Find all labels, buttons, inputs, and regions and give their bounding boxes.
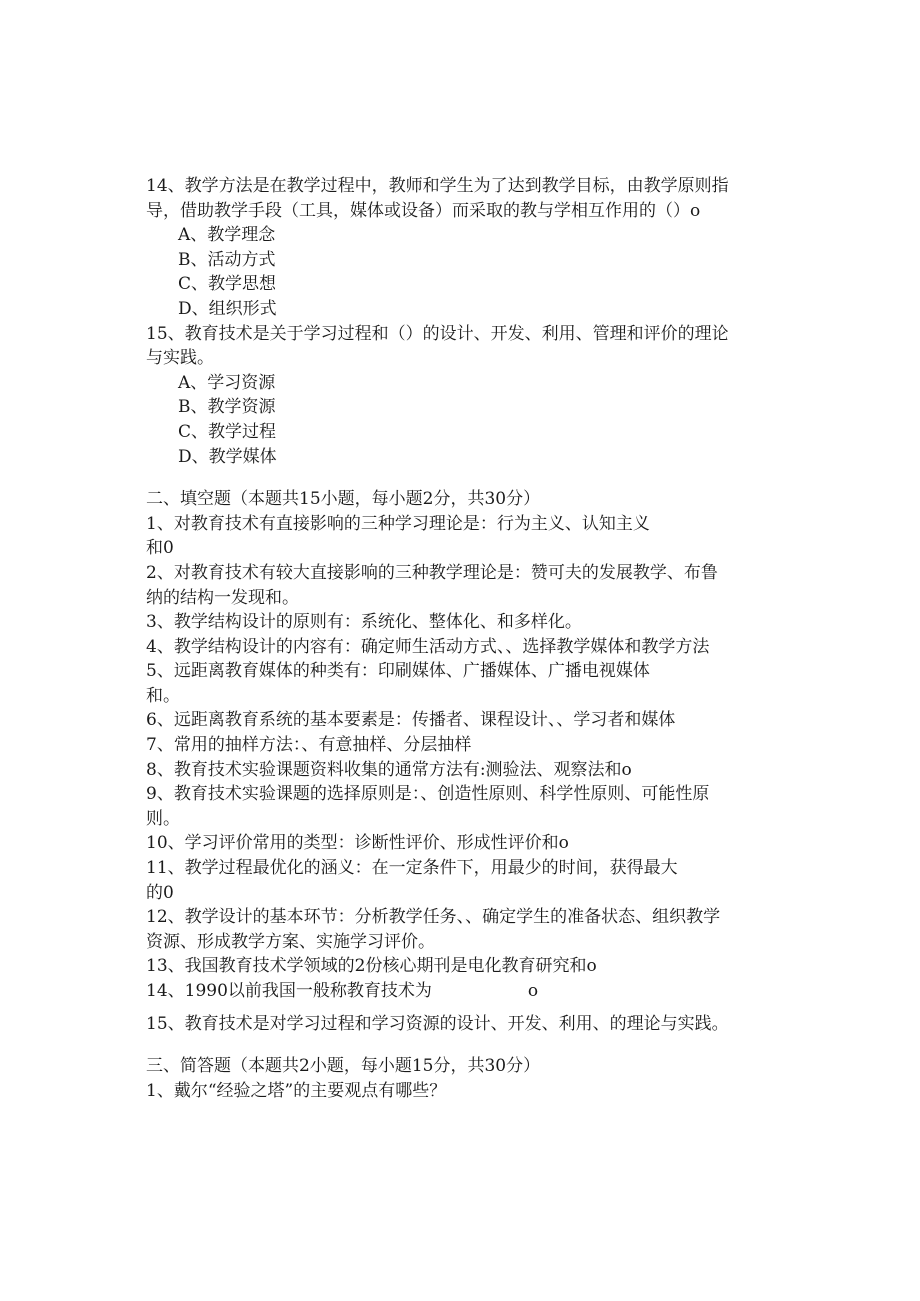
- fill-question-8: 8、教育技术实验课题资料收集的通常方法有:测验法、观察法和o: [146, 759, 632, 780]
- fill-question-9-cont: 则。: [146, 808, 180, 829]
- fill-question-11-cont: 的0: [146, 882, 174, 903]
- fill-question-15: 15、教育技术是对学习过程和学习资源的设计、开发、利用、的理论与实践。: [146, 1013, 729, 1034]
- fill-question-12: 12、教学设计的基本环节：分析教学任务、、确定学生的准备状态、组织教学: [146, 907, 721, 928]
- option-c: C、教学思想: [178, 274, 277, 295]
- spacer: [146, 469, 786, 487]
- fill-question-2: 2、对教育技术有较大直接影响的三种教学理论是：赞可夫的发展教学、布鲁: [146, 562, 718, 583]
- option-d: D、教学媒体: [178, 446, 277, 467]
- fill-question-11: 11、教学过程最优化的涵义：在一定条件下，用最少的时间，获得最大: [146, 858, 678, 879]
- fill-question-9: 9、教育技术实验课题的选择原则是：、创造性原则、科学性原则、可能性原: [146, 784, 710, 805]
- short-question-1: 1、戴尔“经验之塔”的主要观点有哪些？: [146, 1080, 447, 1101]
- option-a: A、教学理念: [178, 225, 276, 246]
- fill-question-1-cont: 和0: [146, 538, 174, 559]
- short-answer-section: [146, 1054, 786, 1103]
- fill-question-1: 1、对教育技术有直接影响的三种学习理论是：行为主义、认知主义: [146, 513, 650, 534]
- document-content: [146, 174, 786, 1103]
- fill-question-3: 3、教学结构设计的原则有：系统化、整体化、和多样化。: [146, 612, 582, 633]
- fill-question-2-cont: 纳的结构一发现和。: [146, 587, 299, 608]
- fill-question-6: 6、远距离教育系统的基本要素是：传播者、课程设计、、学习者和媒体: [146, 710, 676, 731]
- fill-question-12-cont: 资源、形成教学方案、实施学习评价。: [146, 931, 435, 952]
- fill-blank-section: [146, 487, 786, 1036]
- spacer: [146, 1036, 786, 1054]
- spacer: [146, 1004, 786, 1012]
- fill-question-14-end: o: [527, 981, 539, 1001]
- mc-question-14: [146, 174, 786, 322]
- mc-question-15: [146, 322, 786, 470]
- option-b: B、活动方式: [178, 249, 276, 270]
- fill-question-10: 10、学习评价常用的类型：诊断性评价、形成性评价和o: [146, 833, 569, 854]
- fill-question-4: 4、教学结构设计的内容有：确定师生活动方式、、选择教学媒体和教学方法: [146, 636, 710, 657]
- fill-question-14-text: 14、1990以前我国一般称教育技术为: [146, 981, 432, 1001]
- fill-question-13: 13、我国教育技术学领域的2份核心期刊是电化教育研究和o: [146, 956, 597, 977]
- fill-question-7: 7、常用的抽样方法：、有意抽样、分层抽样: [146, 735, 472, 756]
- option-a: A、学习资源: [178, 372, 276, 393]
- section-heading: 二、填空题（本题共15小题，每小题2分，共30分）: [146, 489, 541, 510]
- question-text: 15、教育技术是关于学习过程和（）的设计、开发、利用、管理和评价的理论: [146, 323, 729, 344]
- fill-question-5: 5、远距离教育媒体的种类有：印刷媒体、广播媒体、广播电视媒体: [146, 661, 650, 682]
- question-text: 导，借助教学手段（工具，媒体或设备）而采取的教与学相互作用的（）o: [146, 200, 701, 221]
- question-text: 14、教学方法是在教学过程中，教师和学生为了达到教学目标，由教学原则指: [146, 176, 729, 196]
- option-b: B、教学资源: [178, 397, 276, 418]
- fill-question-5-cont: 和。: [146, 685, 180, 706]
- fill-question-14: [146, 979, 786, 1004]
- option-c: C、教学过程: [178, 421, 277, 442]
- section-heading: 三、简答题（本题共2小题，每小题15分，共30分）: [146, 1056, 541, 1077]
- question-text: 与实践。: [146, 348, 214, 369]
- option-d: D、组织形式: [178, 298, 277, 319]
